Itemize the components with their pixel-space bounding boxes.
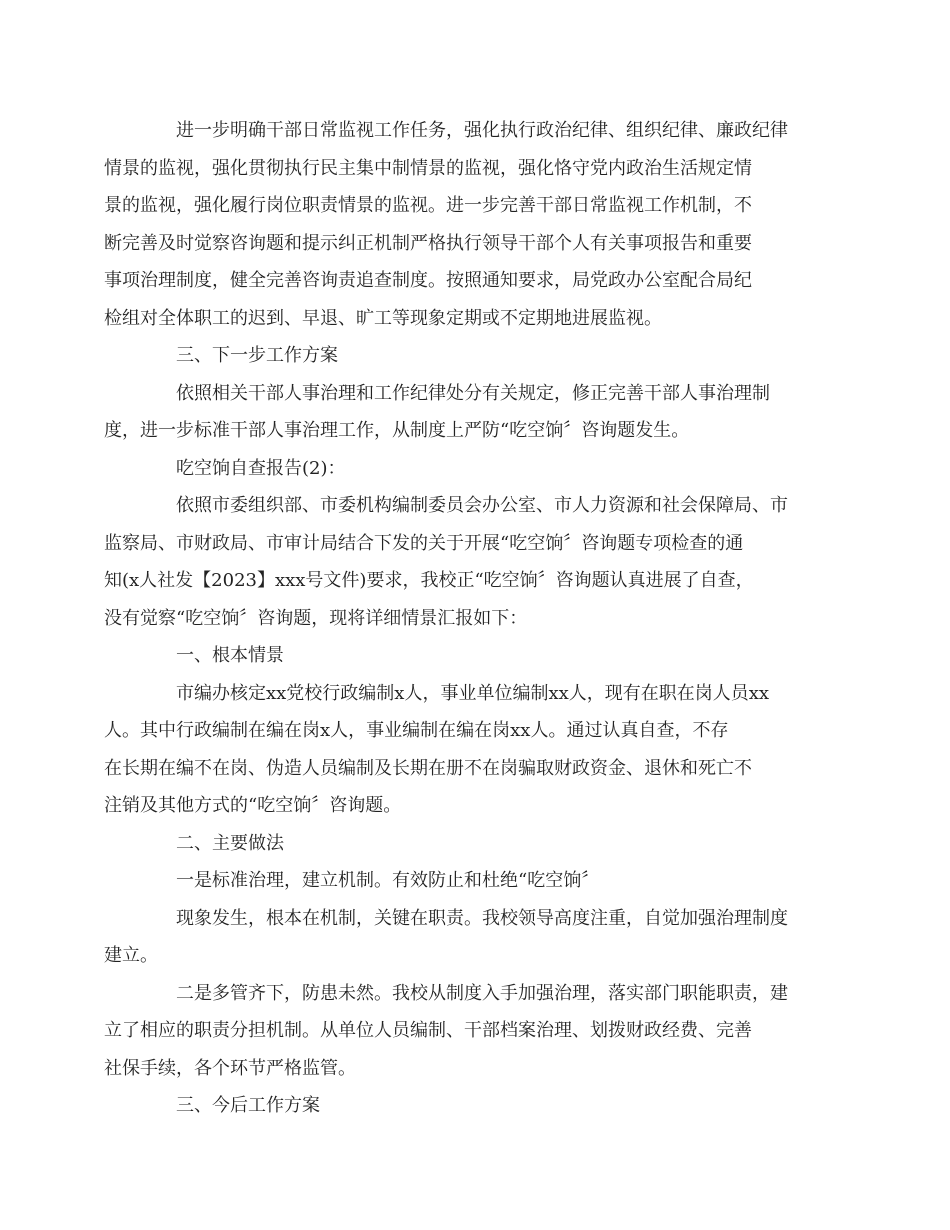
text-line: 二是多管齐下，防患未然。我校从制度入手加强治理，落实部门职能职责，建 [176,982,788,1004]
paragraph [104,487,812,637]
document-body [104,112,812,1125]
paragraph [140,637,812,675]
paragraph [104,900,812,975]
paragraph [104,112,812,337]
paragraph [140,337,812,375]
text-line: 二、主要做法 [176,832,284,854]
text-line: 三、今后工作方案 [176,1095,320,1116]
paragraph [140,825,812,863]
paragraph [104,375,812,450]
text-line: 一、根本情景 [176,645,284,666]
paragraph [140,1087,812,1125]
paragraph [104,975,812,1088]
paragraph [140,862,812,900]
text-line: 断完善及时觉察咨询题和提示纠正机制严格执行领导干部个人有关事项报告和重要 [104,232,752,254]
text-line: 市编办核定xx党校行政编制x人，事业单位编制xx人，现有在职在岗人员xx [176,682,770,704]
text-line: 社保手续，各个环节严格监管。 [104,1057,356,1079]
text-line: 没有觉察“吃空饷〞咨询题，现将详细情景汇报如下： [104,607,528,629]
paragraph [140,450,812,488]
text-line: 一是标准治理，建立机制。有效防止和杜绝“吃空饷〞 [176,870,600,891]
text-line: 事项治理制度，健全完善咨询责追查制度。按照通知要求，局党政办公室配合局纪 [104,270,752,291]
text-line: 吃空饷自查报告(2)： [176,457,346,479]
text-line: 建立。 [104,945,158,966]
text-line: 依照相关干部人事治理和工作纪律处分有关规定，修正完善干部人事治理制 [176,382,770,404]
text-line: 度，进一步标准干部人事治理工作，从制度上严防“吃空饷〞咨询题发生。 [104,420,690,441]
text-line: 监察局、市财政局、市审计局结合下发的关于开展“吃空饷〞咨询题专项检查的通 [104,532,744,554]
text-line: 进一步明确干部日常监视工作任务，强化执行政治纪律、组织纪律、廉政纪律 [176,120,788,141]
text-line: 立了相应的职责分担机制。从单位人员编制、干部档案治理、划拨财政经费、完善 [104,1020,752,1041]
text-line: 三、下一步工作方案 [176,345,338,366]
text-line: 景的监视，强化履行岗位职责情景的监视。进一步完善干部日常监视工作机制，不 [104,195,752,216]
text-line: 在长期在编不在岗、伪造人员编制及长期在册不在岗骗取财政资金、退休和死亡不 [104,757,752,779]
text-line: 知(x人社发【2023】xxx号文件)要求，我校正“吃空饷〞咨询题认真进展了自查， [104,570,754,591]
text-line: 注销及其他方式的“吃空饷〞咨询题。 [104,795,402,816]
text-line: 人。其中行政编制在编在岗x人，事业编制在编在岗xx人。通过认真自查，不存 [104,720,729,741]
text-line: 依照市委组织部、市委机构编制委员会办公室、市人力资源和社会保障局、市 [176,495,788,516]
text-line: 检组对全体职工的迟到、早退、旷工等现象定期或不定期地进展监视。 [104,307,662,329]
paragraph [104,675,812,825]
text-line: 情景的监视，强化贯彻执行民主集中制情景的监视，强化恪守党内政治生活规定情 [104,157,752,179]
text-line: 现象发生，根本在机制，关键在职责。我校领导高度注重，自觉加强治理制度 [176,907,788,929]
